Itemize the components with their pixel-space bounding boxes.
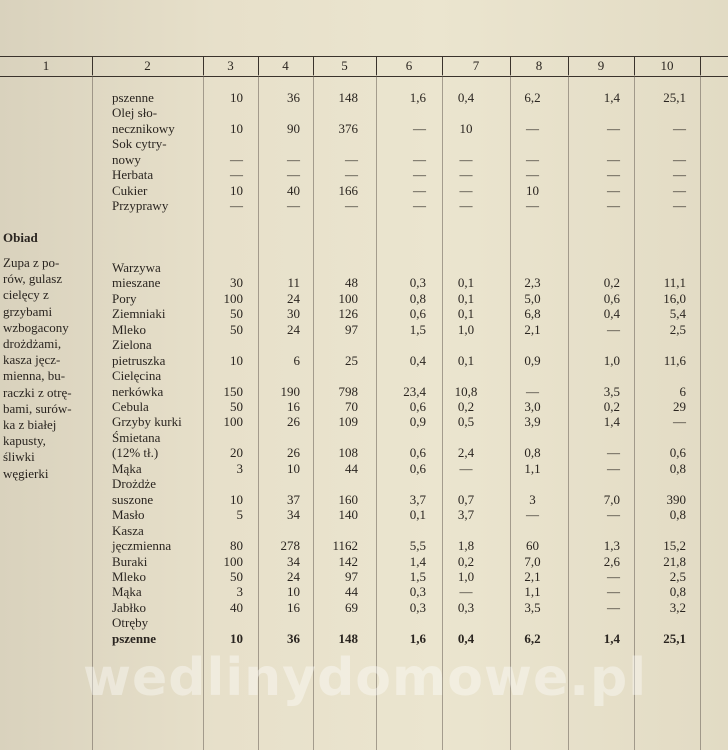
watermark: wedlinydomowe.pl <box>82 648 648 708</box>
table-row <box>0 229 728 244</box>
value-cell: 36 <box>287 90 300 105</box>
table-row <box>0 121 728 136</box>
product-name-cell: Buraki <box>112 553 148 569</box>
product-name-cell: Drożdże <box>112 476 157 492</box>
dish-description-line: drożdżami, <box>3 336 62 352</box>
table-row <box>0 245 728 260</box>
value-cell: 25,1 <box>663 630 686 646</box>
value-cell: — <box>287 198 300 214</box>
value-cell: — <box>413 151 426 167</box>
value-cell: 7,0 <box>603 491 620 507</box>
value-cell: 25 <box>345 352 358 368</box>
value-cell: 140 <box>338 507 358 523</box>
product-name-cell: Mleko <box>112 321 146 337</box>
product-name-cell: Pory <box>112 290 137 306</box>
value-cell: 26 <box>287 445 300 461</box>
column-header-2: 2 <box>144 58 151 73</box>
value-cell: 0,4 <box>457 90 475 105</box>
value-cell: — <box>607 182 620 198</box>
value-cell: 0,4 <box>603 306 620 322</box>
value-cell: 390 <box>666 491 686 507</box>
value-cell: 10 <box>459 120 473 136</box>
value-cell: 1,0 <box>457 321 475 337</box>
value-cell: 10 <box>230 120 243 136</box>
value-cell: — <box>345 151 358 167</box>
value-cell: 70 <box>345 399 358 414</box>
value-cell: — <box>607 460 620 476</box>
value-cell: — <box>607 198 620 214</box>
value-cell: 1,3 <box>603 538 620 554</box>
value-cell: 60 <box>526 538 539 554</box>
value-cell: — <box>673 414 686 430</box>
value-cell: — <box>230 167 243 183</box>
dish-description-line: raczki z otrę- <box>3 384 72 400</box>
value-cell: 1,4 <box>409 553 426 569</box>
value-cell: 0,2 <box>457 553 475 569</box>
product-name-cell: Przyprawy <box>112 198 169 214</box>
value-cell: 10 <box>287 460 300 476</box>
value-cell: 5,0 <box>524 290 541 306</box>
value-cell: — <box>607 568 620 584</box>
value-cell: 109 <box>338 414 358 430</box>
product-name-cell: Warzywa <box>112 259 161 275</box>
value-cell: 3,7 <box>409 491 426 507</box>
header-bottom-rule <box>0 76 728 77</box>
value-cell: 0,5 <box>457 414 475 430</box>
column-header-8: 8 <box>535 58 543 73</box>
header-top-rule <box>0 56 728 57</box>
value-cell: 3,7 <box>457 507 475 523</box>
product-name-cell: necznikowy <box>112 120 175 136</box>
value-cell: 16 <box>287 599 300 615</box>
product-name-cell: Sok cytry- <box>112 136 167 152</box>
value-cell: 1,5 <box>409 321 426 337</box>
table-row <box>0 384 728 399</box>
value-cell: 30 <box>230 275 243 291</box>
table-row <box>0 136 728 151</box>
table-row <box>0 353 728 368</box>
value-cell: 34 <box>287 507 300 523</box>
table-row <box>0 198 728 213</box>
value-cell: 0,9 <box>524 352 541 368</box>
value-cell: 0,3 <box>409 275 426 291</box>
dish-description-line: węgierki <box>3 465 49 481</box>
section-heading: Obiad <box>3 230 38 245</box>
value-cell: 0,8 <box>669 460 686 476</box>
product-name-cell: nowy <box>112 151 141 167</box>
value-cell: 6 <box>679 383 686 399</box>
table-row <box>0 399 728 414</box>
table-row <box>0 152 728 167</box>
value-cell: 37 <box>287 491 300 507</box>
value-cell: — <box>230 198 243 214</box>
value-cell: — <box>413 167 426 183</box>
table-row <box>0 554 728 569</box>
value-cell: 0,1 <box>409 507 426 523</box>
table-row <box>0 615 728 630</box>
value-cell: 30 <box>287 306 300 322</box>
product-name-cell: Mąka <box>112 460 142 476</box>
value-cell: — <box>459 460 473 476</box>
value-cell: 21,8 <box>663 553 686 569</box>
table-row <box>0 507 728 522</box>
dish-description-line: kapusty, <box>3 433 46 449</box>
value-cell: 0,2 <box>603 275 620 291</box>
value-cell: — <box>345 198 358 214</box>
product-name-cell: suszone <box>112 491 154 507</box>
value-cell: 0,3 <box>457 599 475 615</box>
value-cell: 0,2 <box>457 399 475 414</box>
value-cell: 0,6 <box>409 445 426 461</box>
table-row <box>0 291 728 306</box>
value-cell: 126 <box>338 306 358 322</box>
table-row <box>0 368 728 383</box>
value-cell: 0,4 <box>409 352 426 368</box>
value-cell: 10 <box>230 182 243 198</box>
value-cell: 16,0 <box>663 290 686 306</box>
value-cell: 11 <box>287 275 300 291</box>
value-cell: 25,1 <box>663 90 686 105</box>
value-cell: 10 <box>287 584 300 600</box>
value-cell: 5,5 <box>409 538 426 554</box>
product-name-cell: Olej sło- <box>112 105 158 121</box>
table-row <box>0 430 728 445</box>
value-cell: 0,1 <box>457 275 475 291</box>
value-cell: — <box>345 167 358 183</box>
value-cell: 3,9 <box>524 414 541 430</box>
table-row <box>0 90 728 105</box>
value-cell: 16 <box>287 399 300 414</box>
table-row <box>0 337 728 352</box>
value-cell: 48 <box>345 275 358 291</box>
value-cell: 29 <box>673 399 686 414</box>
value-cell: — <box>459 182 473 198</box>
product-name-cell: pszenne <box>112 630 157 646</box>
value-cell: 108 <box>338 445 358 461</box>
value-cell: 40 <box>230 599 243 615</box>
table-row <box>0 600 728 615</box>
value-cell: 6,2 <box>524 90 541 105</box>
product-name-cell: Cukier <box>112 182 148 198</box>
value-cell: 1,1 <box>524 584 541 600</box>
value-cell: 10 <box>230 491 243 507</box>
dish-description-line: wzbogacony <box>3 319 69 335</box>
value-cell: 100 <box>223 290 243 306</box>
dish-description-line: cielęcy z <box>3 287 49 303</box>
table-row <box>0 260 728 275</box>
value-cell: 10,8 <box>454 383 478 399</box>
product-name-cell: Herbata <box>112 167 154 183</box>
value-cell: 23,4 <box>403 383 426 399</box>
table-row <box>0 631 728 646</box>
dish-description-line: Zupa z po- <box>3 255 60 270</box>
value-cell: — <box>673 151 686 167</box>
value-cell: 150 <box>223 383 243 399</box>
value-cell: 6,8 <box>524 306 541 322</box>
product-name-cell: Śmietana <box>112 429 161 445</box>
dish-description-line: rów, gulasz <box>3 271 63 287</box>
value-cell: 0,8 <box>669 584 686 600</box>
product-name-cell: Mąka <box>112 584 142 600</box>
table-row <box>0 538 728 553</box>
value-cell: — <box>673 167 686 183</box>
product-name-cell: Mleko <box>112 568 146 584</box>
value-cell: 0,3 <box>409 584 426 600</box>
value-cell: 50 <box>230 306 243 322</box>
value-cell: 0,3 <box>409 599 426 615</box>
product-name-cell: Grzyby kurki <box>112 414 182 430</box>
column-header-5: 5 <box>341 58 348 73</box>
dish-description-line: śliwki <box>3 449 35 465</box>
value-cell: 1,8 <box>457 538 475 554</box>
value-cell: 1,1 <box>524 460 541 476</box>
value-cell: 1,6 <box>409 90 426 105</box>
value-cell: 3 <box>529 491 536 507</box>
value-cell: 0,4 <box>457 630 475 646</box>
value-cell: 0,7 <box>457 491 475 507</box>
column-header-3: 3 <box>227 58 234 73</box>
table-row <box>0 275 728 290</box>
value-cell: — <box>526 120 539 136</box>
column-header-1: 1 <box>42 58 50 73</box>
value-cell: — <box>459 584 473 600</box>
product-name-cell: pszenne <box>112 90 154 105</box>
table-row <box>0 319 728 337</box>
value-cell: — <box>526 507 539 523</box>
value-cell: 0,8 <box>409 290 426 306</box>
value-cell: 0,1 <box>457 306 475 322</box>
value-cell: 2,5 <box>669 321 686 337</box>
value-cell: 148 <box>338 90 358 105</box>
dish-description-line: bami, surów- <box>3 400 72 416</box>
value-cell: — <box>526 198 539 214</box>
value-cell: 1,4 <box>603 90 620 105</box>
table-row <box>0 523 728 538</box>
value-cell: 6,2 <box>524 630 541 646</box>
value-cell: 10 <box>230 90 243 105</box>
table-row <box>0 584 728 599</box>
column-header-4: 4 <box>282 58 289 73</box>
value-cell: 24 <box>287 321 300 337</box>
value-cell: 2,3 <box>524 275 541 291</box>
value-cell: 36 <box>287 630 300 646</box>
table-row <box>0 492 728 507</box>
product-name-cell: jęczmienna <box>112 538 172 554</box>
value-cell: — <box>526 167 539 183</box>
value-cell: — <box>607 167 620 183</box>
value-cell: 2,4 <box>457 445 475 461</box>
value-cell: 376 <box>338 120 358 136</box>
value-cell: 278 <box>280 538 300 554</box>
value-cell: 1,5 <box>409 568 426 584</box>
value-cell: 160 <box>338 491 358 507</box>
value-cell: 50 <box>230 321 243 337</box>
value-cell: 2,1 <box>524 321 541 337</box>
value-cell: 0,9 <box>409 414 426 430</box>
table-row <box>0 569 728 584</box>
value-cell: — <box>413 120 426 136</box>
value-cell: 69 <box>345 599 358 615</box>
value-cell: — <box>459 151 473 167</box>
value-cell: — <box>607 507 620 523</box>
value-cell: 1,4 <box>603 414 620 430</box>
value-cell: 6 <box>293 352 300 368</box>
value-cell: — <box>607 151 620 167</box>
value-cell: — <box>459 198 473 214</box>
value-cell: 10 <box>526 182 539 198</box>
value-cell: — <box>526 383 539 399</box>
value-cell: 1,4 <box>603 630 620 646</box>
product-name-cell: Kasza <box>112 522 144 538</box>
product-name-cell: nerkówka <box>112 383 164 399</box>
value-cell: 100 <box>223 553 243 569</box>
value-cell: — <box>673 120 686 136</box>
value-cell: 1,0 <box>457 568 475 584</box>
value-cell: 11,1 <box>663 275 686 291</box>
value-cell: 142 <box>338 553 358 569</box>
value-cell: 97 <box>345 568 358 584</box>
value-cell: 24 <box>287 290 300 306</box>
value-cell: 44 <box>345 584 358 600</box>
value-cell: — <box>287 167 300 183</box>
value-cell: — <box>673 182 686 198</box>
table-row <box>0 476 728 491</box>
value-cell: 148 <box>338 630 358 646</box>
value-cell: 3,5 <box>603 383 620 399</box>
dish-description-line: ka z białej <box>3 417 57 433</box>
value-cell: 100 <box>223 414 243 430</box>
product-name-cell: (12% tł.) <box>112 445 159 461</box>
value-cell: — <box>607 599 620 615</box>
value-cell: 15,2 <box>663 538 686 554</box>
value-cell: 90 <box>287 120 300 136</box>
column-header-7: 7 <box>472 58 480 73</box>
table-row <box>0 461 728 476</box>
value-cell: 0,8 <box>524 445 541 461</box>
dish-description-line: grzybami <box>3 303 53 319</box>
value-cell: 50 <box>230 399 243 414</box>
value-cell: 166 <box>338 182 358 198</box>
value-cell: 0,6 <box>409 399 426 414</box>
product-name-cell: Otręby <box>112 615 149 631</box>
product-name-cell: Jabłko <box>112 599 146 615</box>
value-cell: — <box>607 120 620 136</box>
value-cell: — <box>607 584 620 600</box>
value-cell: 44 <box>345 460 358 476</box>
value-cell: 190 <box>280 383 300 399</box>
table-row <box>0 303 728 322</box>
value-cell: 3,5 <box>524 599 541 615</box>
value-cell: 3 <box>236 460 243 476</box>
product-name-cell: mieszane <box>112 275 161 291</box>
value-cell: 3 <box>236 584 243 600</box>
value-cell: 0,2 <box>603 399 620 414</box>
table-row <box>0 167 728 182</box>
value-cell: 0,8 <box>669 507 686 523</box>
column-header-10: 10 <box>660 58 674 73</box>
value-cell: — <box>413 198 426 214</box>
value-cell: 34 <box>287 553 300 569</box>
value-cell: 2,1 <box>524 568 541 584</box>
value-cell: 0,1 <box>457 352 475 368</box>
value-cell: 80 <box>230 538 243 554</box>
product-name-cell: Zielona <box>112 337 152 353</box>
product-name-cell: Masło <box>112 507 145 523</box>
value-cell: 3,0 <box>524 399 541 414</box>
value-cell: 2,5 <box>669 568 686 584</box>
value-cell: — <box>673 198 686 214</box>
value-cell: 0,6 <box>669 445 686 461</box>
value-cell: — <box>413 182 426 198</box>
table-row <box>0 183 728 198</box>
value-cell: — <box>287 151 300 167</box>
column-header-6: 6 <box>405 58 413 73</box>
value-cell: 24 <box>287 568 300 584</box>
product-name-cell: Ziemniaki <box>112 306 166 322</box>
value-cell: 100 <box>338 290 358 306</box>
value-cell: 50 <box>230 568 243 584</box>
product-name-cell: pietruszka <box>112 352 166 368</box>
value-cell: 0,6 <box>409 460 426 476</box>
table-row <box>0 214 728 229</box>
header-separator <box>700 57 701 75</box>
value-cell: 1,0 <box>603 352 620 368</box>
product-name-cell: Cebula <box>112 399 149 414</box>
product-name-cell: Cielęcina <box>112 368 162 384</box>
value-cell: 7,0 <box>524 553 541 569</box>
value-cell: — <box>230 151 243 167</box>
table-row <box>0 414 728 429</box>
value-cell: 1162 <box>332 538 358 554</box>
value-cell: — <box>607 445 620 461</box>
value-cell: — <box>459 167 473 183</box>
table-row <box>0 445 728 460</box>
value-cell: 3,2 <box>669 599 686 615</box>
value-cell: 40 <box>287 182 300 198</box>
value-cell: 20 <box>230 445 243 461</box>
value-cell: — <box>526 151 539 167</box>
dish-description-line: kasza jęcz- <box>3 352 61 368</box>
column-header-9: 9 <box>597 58 605 73</box>
value-cell: 0,1 <box>457 290 475 306</box>
dish-description-line: mienna, bu- <box>3 368 66 384</box>
value-cell: 0,6 <box>409 306 426 322</box>
value-cell: 10 <box>230 352 243 368</box>
value-cell: 5 <box>236 507 243 523</box>
value-cell: 11,6 <box>663 352 686 368</box>
value-cell: 2,6 <box>603 553 620 569</box>
value-cell: — <box>607 321 620 337</box>
value-cell: 26 <box>287 414 300 430</box>
value-cell: 5,4 <box>669 306 686 322</box>
value-cell: 0,6 <box>603 290 620 306</box>
value-cell: 97 <box>345 321 358 337</box>
table-row <box>0 105 728 120</box>
value-cell: 10 <box>230 630 243 646</box>
value-cell: 798 <box>338 383 358 399</box>
value-cell: 1,6 <box>409 630 426 646</box>
